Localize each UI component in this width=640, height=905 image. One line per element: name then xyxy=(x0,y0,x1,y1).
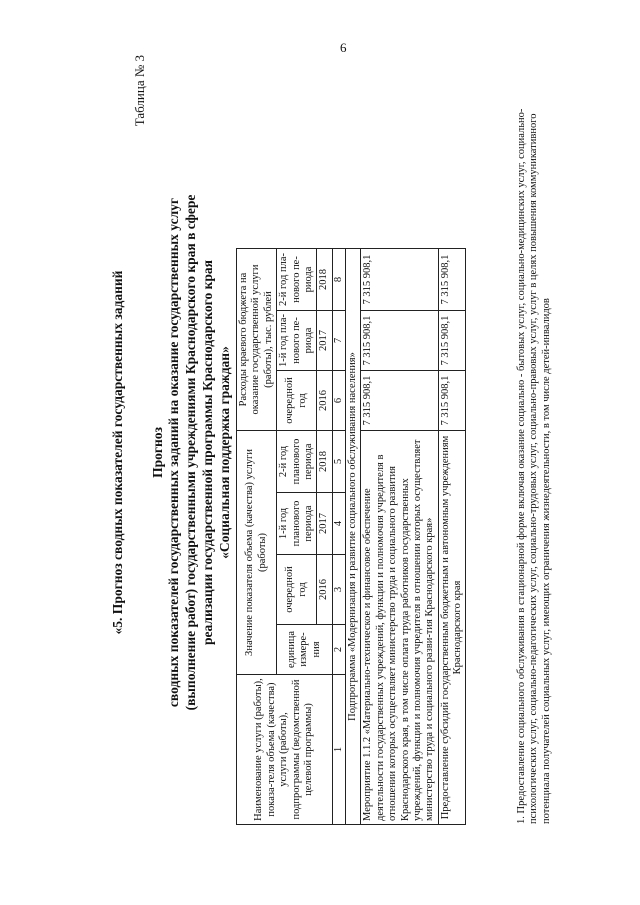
header-budget-plan1: 1-й год пла-нового пе-риода xyxy=(277,311,317,371)
title-line: сводных показателей государственных заданий на оказание государственных услуг xyxy=(166,197,181,708)
title-line: (выполнение работ) государственными учреждениями Краснодарского края в сфере xyxy=(183,194,198,711)
header-plan2: 2-й год планового периода xyxy=(277,431,317,493)
header-budget-next-year: очередной год xyxy=(277,371,317,431)
service-note: 1. Предоставление социального обслуживания в стационарной форме включая оказание социально - бытовых услуг, социально-медицинских услуг, социально-психологических услуг, социально-педагогических услуг, социально-трудовых услуг, социально-правовых услуг, услуг в целях повышения коммуникативного потенциала получателей социальных услуг, имеющих ограничения жизнедеятельности, в том числе детей-инвалидов xyxy=(516,108,552,824)
header-name: Наименование услуги (работы), показа-теля объема (качества) услуги (работы), подпрограммы (ведомственной целевой программы) xyxy=(237,675,333,825)
year-cell: 2018 xyxy=(317,249,332,311)
measure-value: 7 315 908,1 xyxy=(361,311,438,371)
year-cell: 2017 xyxy=(317,493,332,555)
subsidy-value: 7 315 908,1 xyxy=(438,371,466,431)
col-number: 8 xyxy=(332,249,345,311)
col-number: 1 xyxy=(332,675,345,825)
col-number: 3 xyxy=(332,555,345,625)
header-budget-group: Расходы краевого бюджета на оказание государственной услуги (работы), тыс. рублей xyxy=(237,249,277,431)
header-plan1: 1-й год планового периода xyxy=(277,493,317,555)
col-number: 6 xyxy=(332,371,345,431)
forecast-title: Прогноз xyxy=(150,427,165,478)
header-indicator-group: Значение показателя объема (качества) услуги (работы) xyxy=(237,431,277,675)
title-line: реализации государственной программы Краснодарского края xyxy=(200,260,215,645)
title-line: «Социальная поддержка граждан» xyxy=(217,346,232,559)
year-cell: 2018 xyxy=(317,431,332,493)
table-label: Таблица № 3 xyxy=(132,55,147,127)
subprogram-row: Подпрограмма «Модернизация и развитие социального обслуживания населения» xyxy=(346,249,361,825)
page-number: 6 xyxy=(340,40,347,55)
subsidy-text: Предоставление субсидий государственным бюджетным и автономным учреждениям Краснодарского края xyxy=(438,431,466,825)
col-number: 4 xyxy=(332,493,345,555)
year-cell: 2017 xyxy=(317,311,332,371)
year-cell: 2016 xyxy=(317,371,332,431)
col-number: 2 xyxy=(332,625,345,675)
header-next-year: очередной год xyxy=(277,555,317,625)
year-cell: 2016 xyxy=(317,555,332,625)
measure-text: Мероприятие 1.1.2 «Материально-техническое и финансовое обеспечение деятельности государственных учреждений, функции и полномочия учредителя в отношении которых осуществляет министерство труда и социального развития Краснодарского края, в том числе оплата труда работников государственных учреждений, функции и полномочия учредителя в отношении которых осуществляет министерство труда и социального разви-тия Краснодарского края» xyxy=(361,431,438,825)
section-title: «5. Прогноз сводных показателей государственных заданий xyxy=(110,270,125,635)
subsidy-value: 7 315 908,1 xyxy=(438,311,466,371)
measure-value: 7 315 908,1 xyxy=(361,371,438,431)
col-number: 5 xyxy=(332,431,345,493)
measure-value: 7 315 908,1 xyxy=(361,249,438,311)
header-budget-plan2: 2-й год пла-нового пе-риода xyxy=(277,249,317,311)
col-number: 7 xyxy=(332,311,345,371)
header-unit: единица измере-ния xyxy=(277,625,333,675)
forecast-table xyxy=(236,103,466,826)
subsidy-value: 7 315 908,1 xyxy=(438,249,466,311)
